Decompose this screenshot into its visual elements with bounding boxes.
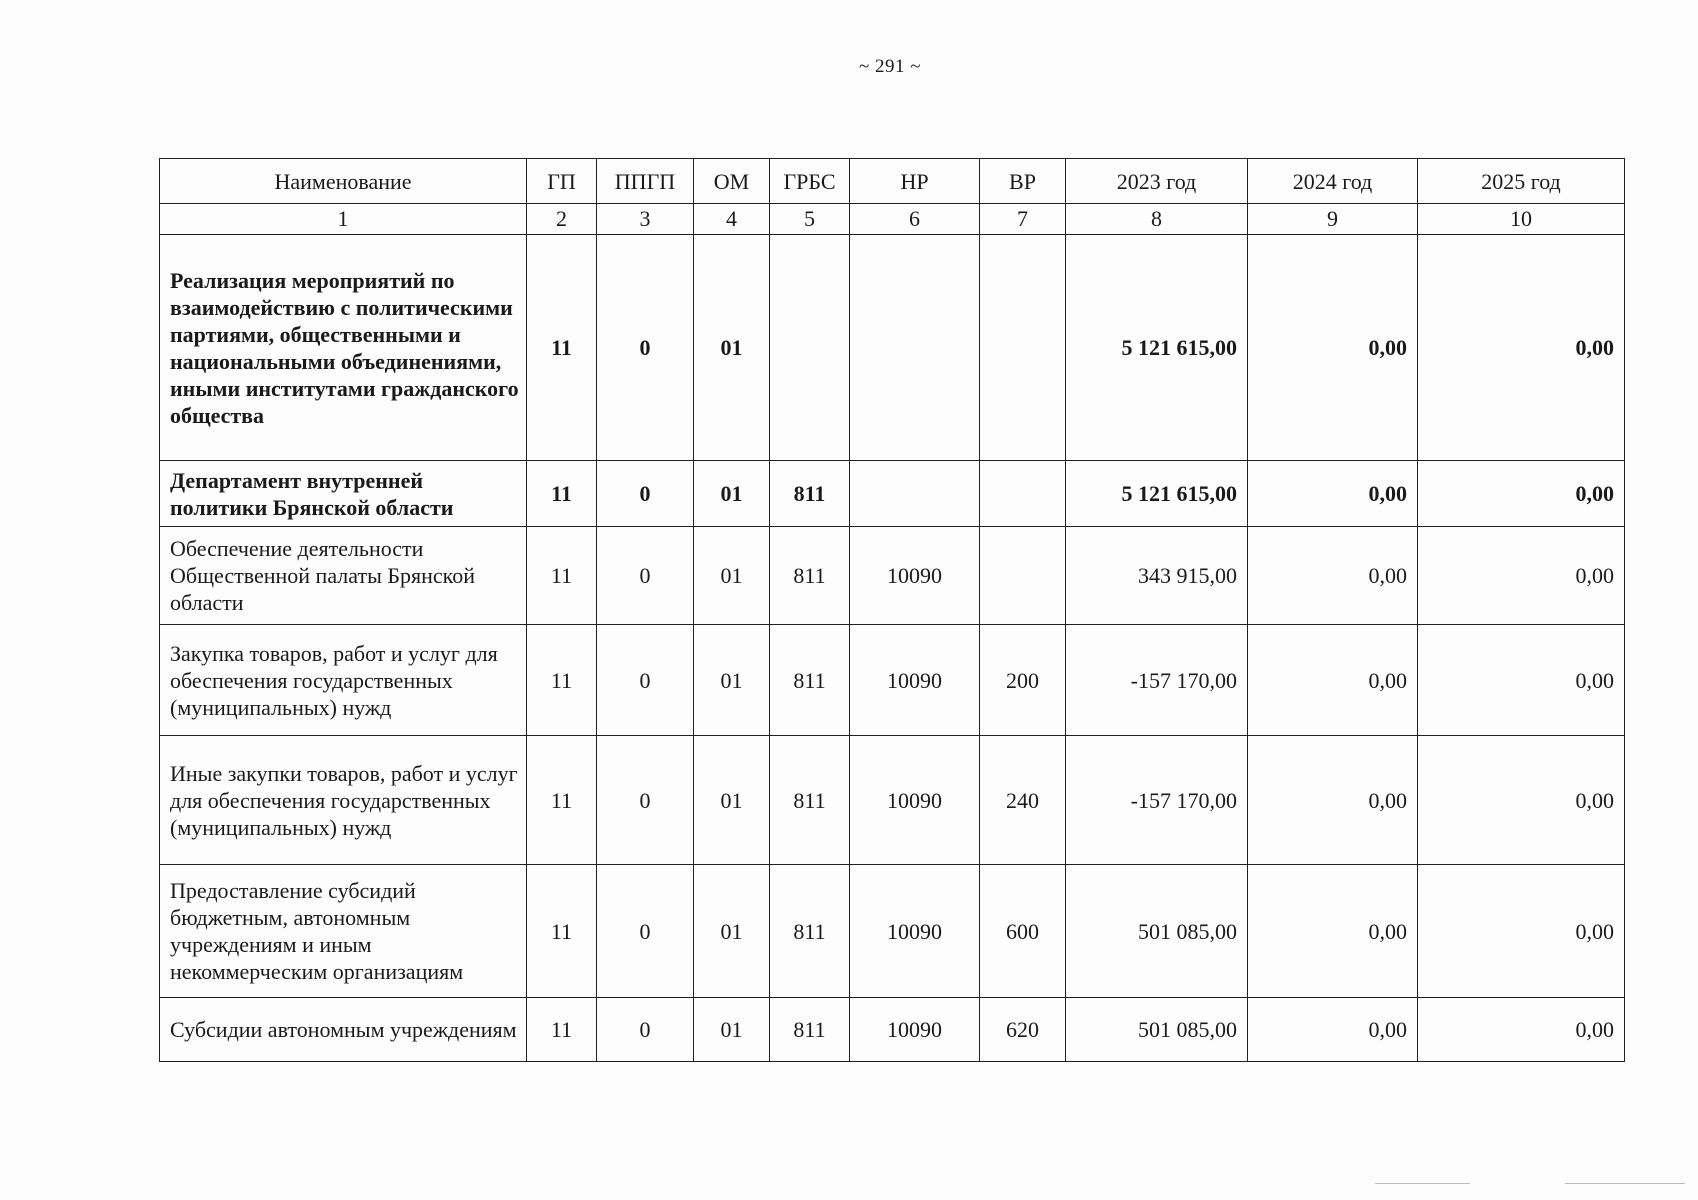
scan-artifact [1565,1183,1685,1184]
cell-ppgp: 0 [597,998,694,1062]
cell-gp: 11 [527,736,597,865]
header-2025: 2025 год [1418,159,1625,204]
cell-grbs: 811 [770,865,850,998]
row-name: Департамент внутренней политики Брянской области [160,461,527,527]
cell-grbs: 811 [770,625,850,736]
cell-vr [980,235,1066,461]
cell-grbs: 811 [770,461,850,527]
table-row [160,625,1625,736]
header-2023: 2023 год [1066,159,1248,204]
cell-om: 01 [694,461,770,527]
cell-grbs: 811 [770,527,850,625]
page-number: ~ 291 ~ [858,56,922,77]
cell-vr: 620 [980,998,1066,1062]
cell-2023: -157 170,00 [1066,736,1248,865]
cell-2025: 0,00 [1418,625,1625,736]
cell-2024: 0,00 [1248,625,1418,736]
header-gp: ГП [527,159,597,204]
cell-nr [850,235,980,461]
header-grbs: ГРБС [770,159,850,204]
cell-2024: 0,00 [1248,527,1418,625]
cell-grbs: 811 [770,736,850,865]
cell-2023: 501 085,00 [1066,998,1248,1062]
cell-vr: 600 [980,865,1066,998]
column-number: 2 [527,204,597,235]
cell-vr [980,461,1066,527]
cell-2025: 0,00 [1418,235,1625,461]
cell-nr: 10090 [850,736,980,865]
cell-grbs [770,235,850,461]
cell-2023: 501 085,00 [1066,865,1248,998]
row-name: Иные закупки товаров, работ и услуг для обеспечения государственных (муниципальных) нужд [160,736,527,865]
cell-om: 01 [694,865,770,998]
cell-om: 01 [694,625,770,736]
cell-2025: 0,00 [1418,527,1625,625]
cell-2024: 0,00 [1248,736,1418,865]
scan-artifact [1375,1183,1470,1184]
cell-2023: 5 121 615,00 [1066,235,1248,461]
header-name: Наименование [160,159,527,204]
cell-ppgp: 0 [597,736,694,865]
row-name: Закупка товаров, работ и услуг для обеспечения государственных (муниципальных) нужд [160,625,527,736]
cell-ppgp: 0 [597,527,694,625]
column-number: 10 [1418,204,1625,235]
row-name: Предоставление субсидий бюджетным, автономным учреждениям и иным некоммерческим организациям [160,865,527,998]
column-number: 1 [160,204,527,235]
header-nr: НР [850,159,980,204]
header-om: ОМ [694,159,770,204]
cell-nr: 10090 [850,865,980,998]
column-numbers-row [160,204,1625,235]
cell-om: 01 [694,527,770,625]
cell-gp: 11 [527,998,597,1062]
cell-2025: 0,00 [1418,865,1625,998]
cell-gp: 11 [527,625,597,736]
cell-2024: 0,00 [1248,461,1418,527]
cell-om: 01 [694,235,770,461]
cell-grbs: 811 [770,998,850,1062]
row-name: Реализация мероприятий по взаимодействию с политическими партиями, общественными и национальными объединениями, иными институтами гражданского общества [160,235,527,461]
column-number: 9 [1248,204,1418,235]
cell-om: 01 [694,736,770,865]
table-row [160,865,1625,998]
cell-nr [850,461,980,527]
row-name: Обеспечение деятельности Общественной палаты Брянской области [160,527,527,625]
cell-vr: 240 [980,736,1066,865]
cell-2023: 5 121 615,00 [1066,461,1248,527]
cell-2024: 0,00 [1248,235,1418,461]
cell-gp: 11 [527,527,597,625]
header-ppgp: ППГП [597,159,694,204]
cell-gp: 11 [527,865,597,998]
cell-2025: 0,00 [1418,998,1625,1062]
cell-ppgp: 0 [597,461,694,527]
cell-vr: 200 [980,625,1066,736]
cell-nr: 10090 [850,625,980,736]
table-header-row [160,159,1625,204]
column-number: 4 [694,204,770,235]
cell-ppgp: 0 [597,625,694,736]
cell-ppgp: 0 [597,235,694,461]
column-number: 8 [1066,204,1248,235]
row-name: Субсидии автономным учреждениям [160,998,527,1062]
column-number: 3 [597,204,694,235]
header-2024: 2024 год [1248,159,1418,204]
table-row [160,736,1625,865]
table-row [160,235,1625,461]
table-row [160,461,1625,527]
cell-om: 01 [694,998,770,1062]
cell-vr [980,527,1066,625]
table-row [160,527,1625,625]
column-number: 6 [850,204,980,235]
cell-nr: 10090 [850,998,980,1062]
cell-2025: 0,00 [1418,461,1625,527]
cell-2025: 0,00 [1418,736,1625,865]
header-vr: ВР [980,159,1066,204]
cell-gp: 11 [527,235,597,461]
cell-2024: 0,00 [1248,998,1418,1062]
cell-2023: -157 170,00 [1066,625,1248,736]
cell-ppgp: 0 [597,865,694,998]
budget-table [159,158,1625,1062]
cell-nr: 10090 [850,527,980,625]
cell-gp: 11 [527,461,597,527]
column-number: 7 [980,204,1066,235]
cell-2023: 343 915,00 [1066,527,1248,625]
table-row [160,998,1625,1062]
cell-2024: 0,00 [1248,865,1418,998]
column-number: 5 [770,204,850,235]
